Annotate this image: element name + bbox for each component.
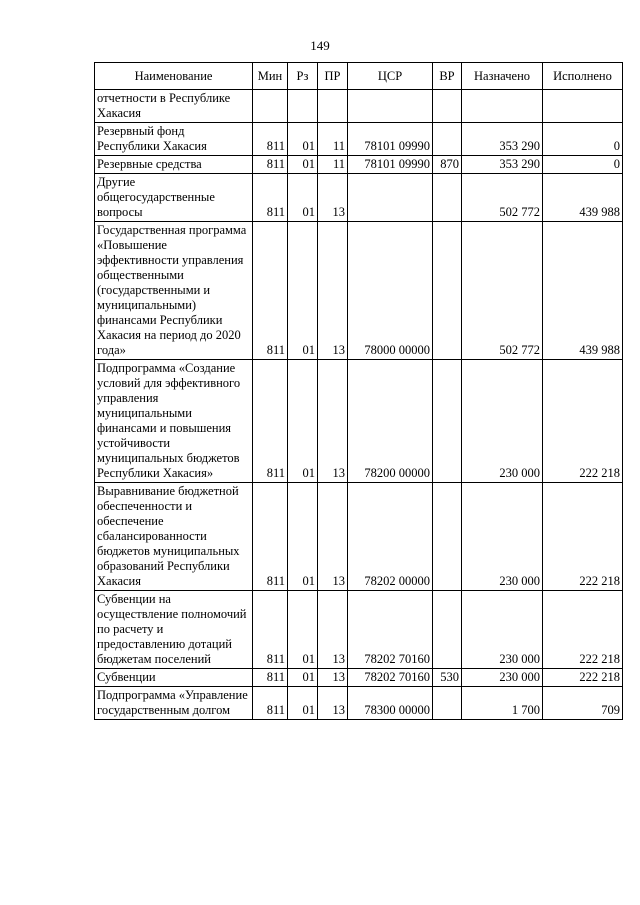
row-csr: 78200 00000 xyxy=(348,360,433,483)
row-rz: 01 xyxy=(288,591,318,669)
header-csr: ЦСР xyxy=(348,63,433,90)
row-pr xyxy=(318,90,348,123)
row-rz: 01 xyxy=(288,123,318,156)
row-vr xyxy=(433,483,462,591)
row-rz: 01 xyxy=(288,687,318,720)
row-pr: 11 xyxy=(318,123,348,156)
row-assigned: 230 000 xyxy=(462,483,543,591)
row-min: 811 xyxy=(253,483,288,591)
row-assigned: 230 000 xyxy=(462,669,543,687)
row-vr xyxy=(433,687,462,720)
table-row xyxy=(95,669,623,687)
row-csr: 78202 70160 xyxy=(348,591,433,669)
row-pr: 13 xyxy=(318,669,348,687)
table-row xyxy=(95,90,623,123)
row-min: 811 xyxy=(253,669,288,687)
header-assigned: Назначено xyxy=(462,63,543,90)
row-pr: 13 xyxy=(318,222,348,360)
row-name: Субвенции xyxy=(95,669,253,687)
row-rz: 01 xyxy=(288,156,318,174)
table-header-row xyxy=(95,63,623,90)
row-csr: 78300 00000 xyxy=(348,687,433,720)
row-csr: 78101 09990 xyxy=(348,123,433,156)
row-pr: 13 xyxy=(318,360,348,483)
table-row xyxy=(95,222,623,360)
budget-table xyxy=(94,62,623,720)
row-rz: 01 xyxy=(288,669,318,687)
row-name: Выравнивание бюджетной обеспеченности и обеспечение сбалансированности бюджетов муниципальных образований Республики Хакасия xyxy=(95,483,253,591)
row-pr: 13 xyxy=(318,483,348,591)
row-name: Резервный фонд Республики Хакасия xyxy=(95,123,253,156)
row-vr xyxy=(433,222,462,360)
row-min: 811 xyxy=(253,687,288,720)
row-name: Резервные средства xyxy=(95,156,253,174)
row-executed: 222 218 xyxy=(543,360,623,483)
row-executed: 0 xyxy=(543,156,623,174)
row-name: Государственная программа «Повышение эффективности управления общественными (государственными и муниципальными) финансами Республики Хакасия на период до 2020 года» xyxy=(95,222,253,360)
row-csr: 78202 00000 xyxy=(348,483,433,591)
row-executed: 709 xyxy=(543,687,623,720)
table-row xyxy=(95,483,623,591)
row-name: Подпрограмма «Создание условий для эффективного управления муниципальными финансами и повышения устойчивости муниципальных бюджетов Республики Хакасия» xyxy=(95,360,253,483)
table-row xyxy=(95,123,623,156)
row-rz: 01 xyxy=(288,483,318,591)
row-min: 811 xyxy=(253,360,288,483)
row-assigned: 1 700 xyxy=(462,687,543,720)
row-vr xyxy=(433,360,462,483)
header-executed: Исполнено xyxy=(543,63,623,90)
table-row xyxy=(95,156,623,174)
row-min xyxy=(253,90,288,123)
row-rz: 01 xyxy=(288,360,318,483)
table-row xyxy=(95,174,623,222)
row-executed xyxy=(543,90,623,123)
row-rz: 01 xyxy=(288,174,318,222)
row-csr: 78101 09990 xyxy=(348,156,433,174)
row-name: отчетности в Республике Хакасия xyxy=(95,90,253,123)
row-min: 811 xyxy=(253,591,288,669)
row-assigned: 502 772 xyxy=(462,174,543,222)
header-rz: Рз xyxy=(288,63,318,90)
row-name: Другие общегосударственные вопросы xyxy=(95,174,253,222)
row-min: 811 xyxy=(253,123,288,156)
row-vr xyxy=(433,123,462,156)
row-vr: 870 xyxy=(433,156,462,174)
row-min: 811 xyxy=(253,156,288,174)
row-executed: 222 218 xyxy=(543,669,623,687)
row-vr xyxy=(433,90,462,123)
row-name: Подпрограмма «Управление государственным долгом xyxy=(95,687,253,720)
row-assigned: 230 000 xyxy=(462,360,543,483)
row-csr xyxy=(348,174,433,222)
row-vr xyxy=(433,591,462,669)
row-csr xyxy=(348,90,433,123)
header-pr: ПР xyxy=(318,63,348,90)
table-row xyxy=(95,360,623,483)
row-pr: 13 xyxy=(318,174,348,222)
row-min: 811 xyxy=(253,174,288,222)
header-name: Наименование xyxy=(95,63,253,90)
row-assigned: 230 000 xyxy=(462,591,543,669)
row-executed: 0 xyxy=(543,123,623,156)
row-rz: 01 xyxy=(288,222,318,360)
row-csr: 78202 70160 xyxy=(348,669,433,687)
table-row xyxy=(95,687,623,720)
row-pr: 11 xyxy=(318,156,348,174)
row-executed: 439 988 xyxy=(543,222,623,360)
row-vr xyxy=(433,174,462,222)
row-rz xyxy=(288,90,318,123)
row-csr: 78000 00000 xyxy=(348,222,433,360)
row-pr: 13 xyxy=(318,687,348,720)
row-executed: 222 218 xyxy=(543,591,623,669)
row-name: Субвенции на осуществление полномочий по расчету и предоставлению дотаций бюджетам поселений xyxy=(95,591,253,669)
row-assigned: 353 290 xyxy=(462,123,543,156)
row-pr: 13 xyxy=(318,591,348,669)
header-vr: ВР xyxy=(433,63,462,90)
row-assigned: 353 290 xyxy=(462,156,543,174)
row-min: 811 xyxy=(253,222,288,360)
table-row xyxy=(95,591,623,669)
row-assigned xyxy=(462,90,543,123)
header-min: Мин xyxy=(253,63,288,90)
row-assigned: 502 772 xyxy=(462,222,543,360)
row-vr: 530 xyxy=(433,669,462,687)
page-number: 149 xyxy=(310,38,330,53)
row-executed: 222 218 xyxy=(543,483,623,591)
row-executed: 439 988 xyxy=(543,174,623,222)
